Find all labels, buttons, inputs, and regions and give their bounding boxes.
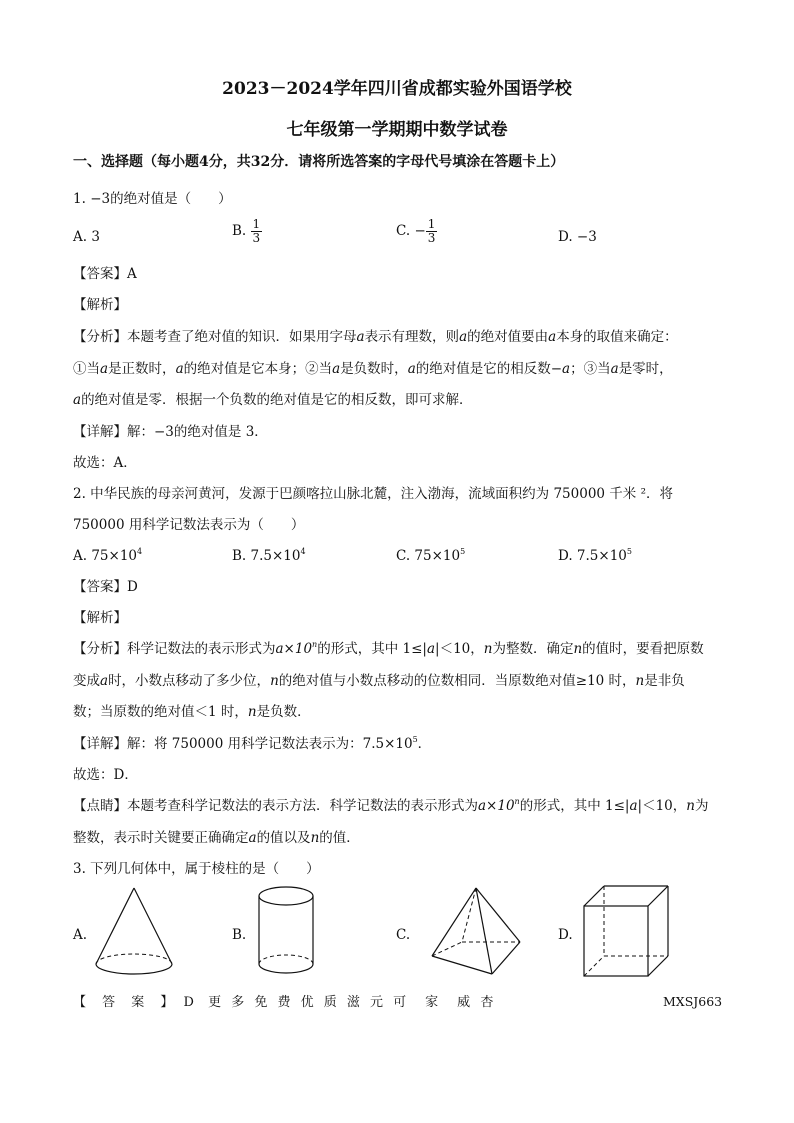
math: a×10 (275, 641, 313, 657)
exponent: 5 (626, 547, 632, 556)
q1-option-c-fraction (426, 218, 438, 245)
answer-value: D (127, 579, 138, 595)
q3-option-a-label: A. (73, 927, 88, 943)
q3-option-c-label: C. (396, 927, 411, 943)
text: 的值时，要看把原数 (582, 641, 704, 657)
q2-comment-line1 (73, 797, 708, 815)
var-a: a (356, 329, 365, 345)
q2-option-c (396, 548, 465, 564)
detail-tag: 【详解】 (73, 424, 127, 440)
q1-option-b-fraction (251, 218, 263, 245)
section-heading: 一、选择题（每小题4分，共32分．请将所选答案的字母代号填涂在答题卡上） (73, 154, 565, 170)
pyramid-figure (418, 884, 526, 980)
exponent: 5 (460, 547, 466, 556)
text: 是非负 (644, 673, 685, 689)
exponent: 4 (300, 547, 306, 556)
text: 科学记数法的表示形式为 (127, 641, 276, 657)
q1-option-d: D. −3 (558, 229, 597, 245)
q1-choose: 故选：A． (73, 455, 137, 471)
neg-a: −a (550, 361, 571, 377)
math: a (248, 830, 257, 846)
exponent: n (514, 797, 520, 806)
text: 解：将 750000 用科学记数法表示为：7.5×10 (127, 736, 413, 752)
text: 本题考查科学记数法的表示方法．科学记数法的表示形式为 (127, 798, 478, 814)
math: a×10 (478, 798, 515, 814)
answer-value: A (127, 266, 137, 282)
q3-answer-row (73, 994, 496, 1012)
q1-answer (73, 265, 137, 283)
math: a (629, 798, 638, 814)
text: |＜10， (637, 798, 687, 814)
q2-comment-line2 (73, 829, 360, 847)
q1-stem (73, 190, 232, 208)
q1-math: −3 (90, 191, 111, 207)
text: 的绝对值是零．根据一个负数的绝对值是它的相反数，即可求解． (81, 392, 473, 408)
q2-fenxi-line3 (73, 703, 311, 721)
text: 解：−3的绝对值是 3． (127, 424, 268, 440)
var-a: a (407, 361, 416, 377)
math: n (247, 704, 257, 720)
text: 本题考查了绝对值的知识．如果用字母 (127, 329, 357, 345)
q3-option-d-label: D. (558, 927, 573, 943)
q2-option-d (558, 548, 632, 564)
text: 变成 (73, 673, 100, 689)
answer-tag: 【答案】 (73, 266, 127, 282)
text: A. 75×10 (73, 548, 137, 564)
q2-answer (73, 578, 138, 596)
cube-figure (580, 882, 674, 982)
text: 数；当原数的绝对值＜1 时， (73, 704, 248, 720)
text: 的值以及 (256, 830, 311, 846)
fenxi-tag: 【分析】 (73, 329, 127, 345)
q1-option-a: A. 3 (73, 229, 100, 245)
var-a: a (100, 361, 109, 377)
q1-option-c-label: C. (396, 223, 411, 239)
q1-detail (73, 423, 268, 441)
q1-fenxi-line3 (73, 391, 473, 409)
watermark-text: 更 多 免 费 优 质 滋 元 可 家 威 杏 (208, 995, 497, 1010)
math: n (310, 830, 320, 846)
text: ；③当 (570, 361, 611, 377)
var-a: a (175, 361, 184, 377)
q1-analysis-tag: 【解析】 (73, 297, 127, 313)
math: n (686, 798, 695, 814)
q2-fenxi-line2 (73, 672, 685, 690)
text: B. 7.5×10 (232, 548, 301, 564)
exponent: 5 (412, 735, 418, 744)
frac-numerator: 1 (252, 217, 261, 231)
math: n (483, 641, 493, 657)
math: n (635, 673, 645, 689)
q2-detail (73, 735, 431, 753)
exam-title-line1: 2023－2024学年四川省成都实验外国语学校 (222, 79, 572, 99)
answer-tag: 【答案】 (73, 579, 127, 595)
q1-option-b (232, 218, 262, 245)
text: D. 7.5×10 (558, 548, 627, 564)
text: 的绝对值是它的相反数 (415, 361, 551, 377)
math: a (100, 673, 109, 689)
q1-option-b-label: B. (232, 223, 247, 239)
math: a (426, 641, 436, 657)
exponent: n (312, 640, 318, 649)
text: ． (417, 736, 432, 752)
q2-choose: 故选：D． (73, 767, 138, 783)
text: 是负数． (256, 704, 311, 720)
q1-option-c (396, 218, 437, 245)
answer-value: D (183, 995, 194, 1010)
q2-analysis-tag: 【解析】 (73, 610, 127, 626)
frac-numerator: 1 (427, 217, 436, 231)
exam-title-line2: 七年级第一学期期中数学试卷 (286, 120, 508, 140)
watermark-code: MXSJ663 (663, 994, 723, 1009)
q1-option-c-sign: − (414, 223, 426, 239)
var-a: a (610, 361, 619, 377)
math: n (573, 641, 583, 657)
q1-text: 的绝对值是（ ） (110, 191, 232, 207)
q2-stem-line2: 750000 用科学记数法表示为（ ） (73, 517, 305, 533)
text: 的值． (319, 830, 360, 846)
frac-denominator: 3 (252, 231, 261, 245)
text: 本身的取值来确定： (556, 329, 678, 345)
q2-stem-line1: 2. 中华民族的母亲河黄河，发源于巴颜喀拉山脉北麓，注入渤海，流域面积约为 750000 千米 ²．将 (73, 486, 673, 502)
q1-number: 1. (73, 191, 86, 207)
text: 的形式，其中 1≤| (317, 641, 427, 657)
exponent: 4 (137, 547, 143, 556)
text: 整数，表示时关键要正确确定 (73, 830, 249, 846)
text: ①当 (73, 361, 100, 377)
cylinder-figure (254, 884, 318, 980)
answer-tag: 【 答 案 】 (73, 995, 180, 1010)
var-a: a (548, 329, 557, 345)
q3-stem: 3. 下列几何体中，属于棱柱的是（ ） (73, 861, 320, 877)
q3-option-b-label: B. (232, 927, 247, 943)
fenxi-tag: 【分析】 (73, 641, 127, 657)
q2-option-b (232, 548, 306, 564)
text: C. 75×10 (396, 548, 461, 564)
text: 表示有理数，则 (364, 329, 460, 345)
text: 是正数时， (108, 361, 176, 377)
text: 为 (694, 798, 709, 814)
var-a: a (332, 361, 341, 377)
text: 的绝对值是它本身；②当 (183, 361, 333, 377)
text: 时，小数点移动了多少位， (108, 673, 271, 689)
q2-option-a (73, 548, 142, 564)
cone-figure (90, 884, 180, 980)
text: |＜10， (435, 641, 484, 657)
q1-fenxi-line2 (73, 360, 673, 378)
q2-fenxi-line1 (73, 640, 704, 658)
frac-denominator: 3 (427, 231, 436, 245)
detail-tag: 【详解】 (73, 736, 127, 752)
math: n (270, 673, 279, 689)
text: 是零时， (618, 361, 673, 377)
var-a: a (459, 329, 468, 345)
text: 的绝对值与小数点移动的位数相同．当原数绝对值≥10 时， (278, 673, 636, 689)
text: 为整数．确定 (492, 641, 574, 657)
text: 是负数时， (340, 361, 408, 377)
text: 的绝对值要由 (467, 329, 549, 345)
q1-fenxi-line1 (73, 328, 678, 346)
comment-tag: 【点睛】 (73, 798, 127, 814)
text: 的形式，其中 1≤| (519, 798, 630, 814)
var-a: a (73, 392, 82, 408)
